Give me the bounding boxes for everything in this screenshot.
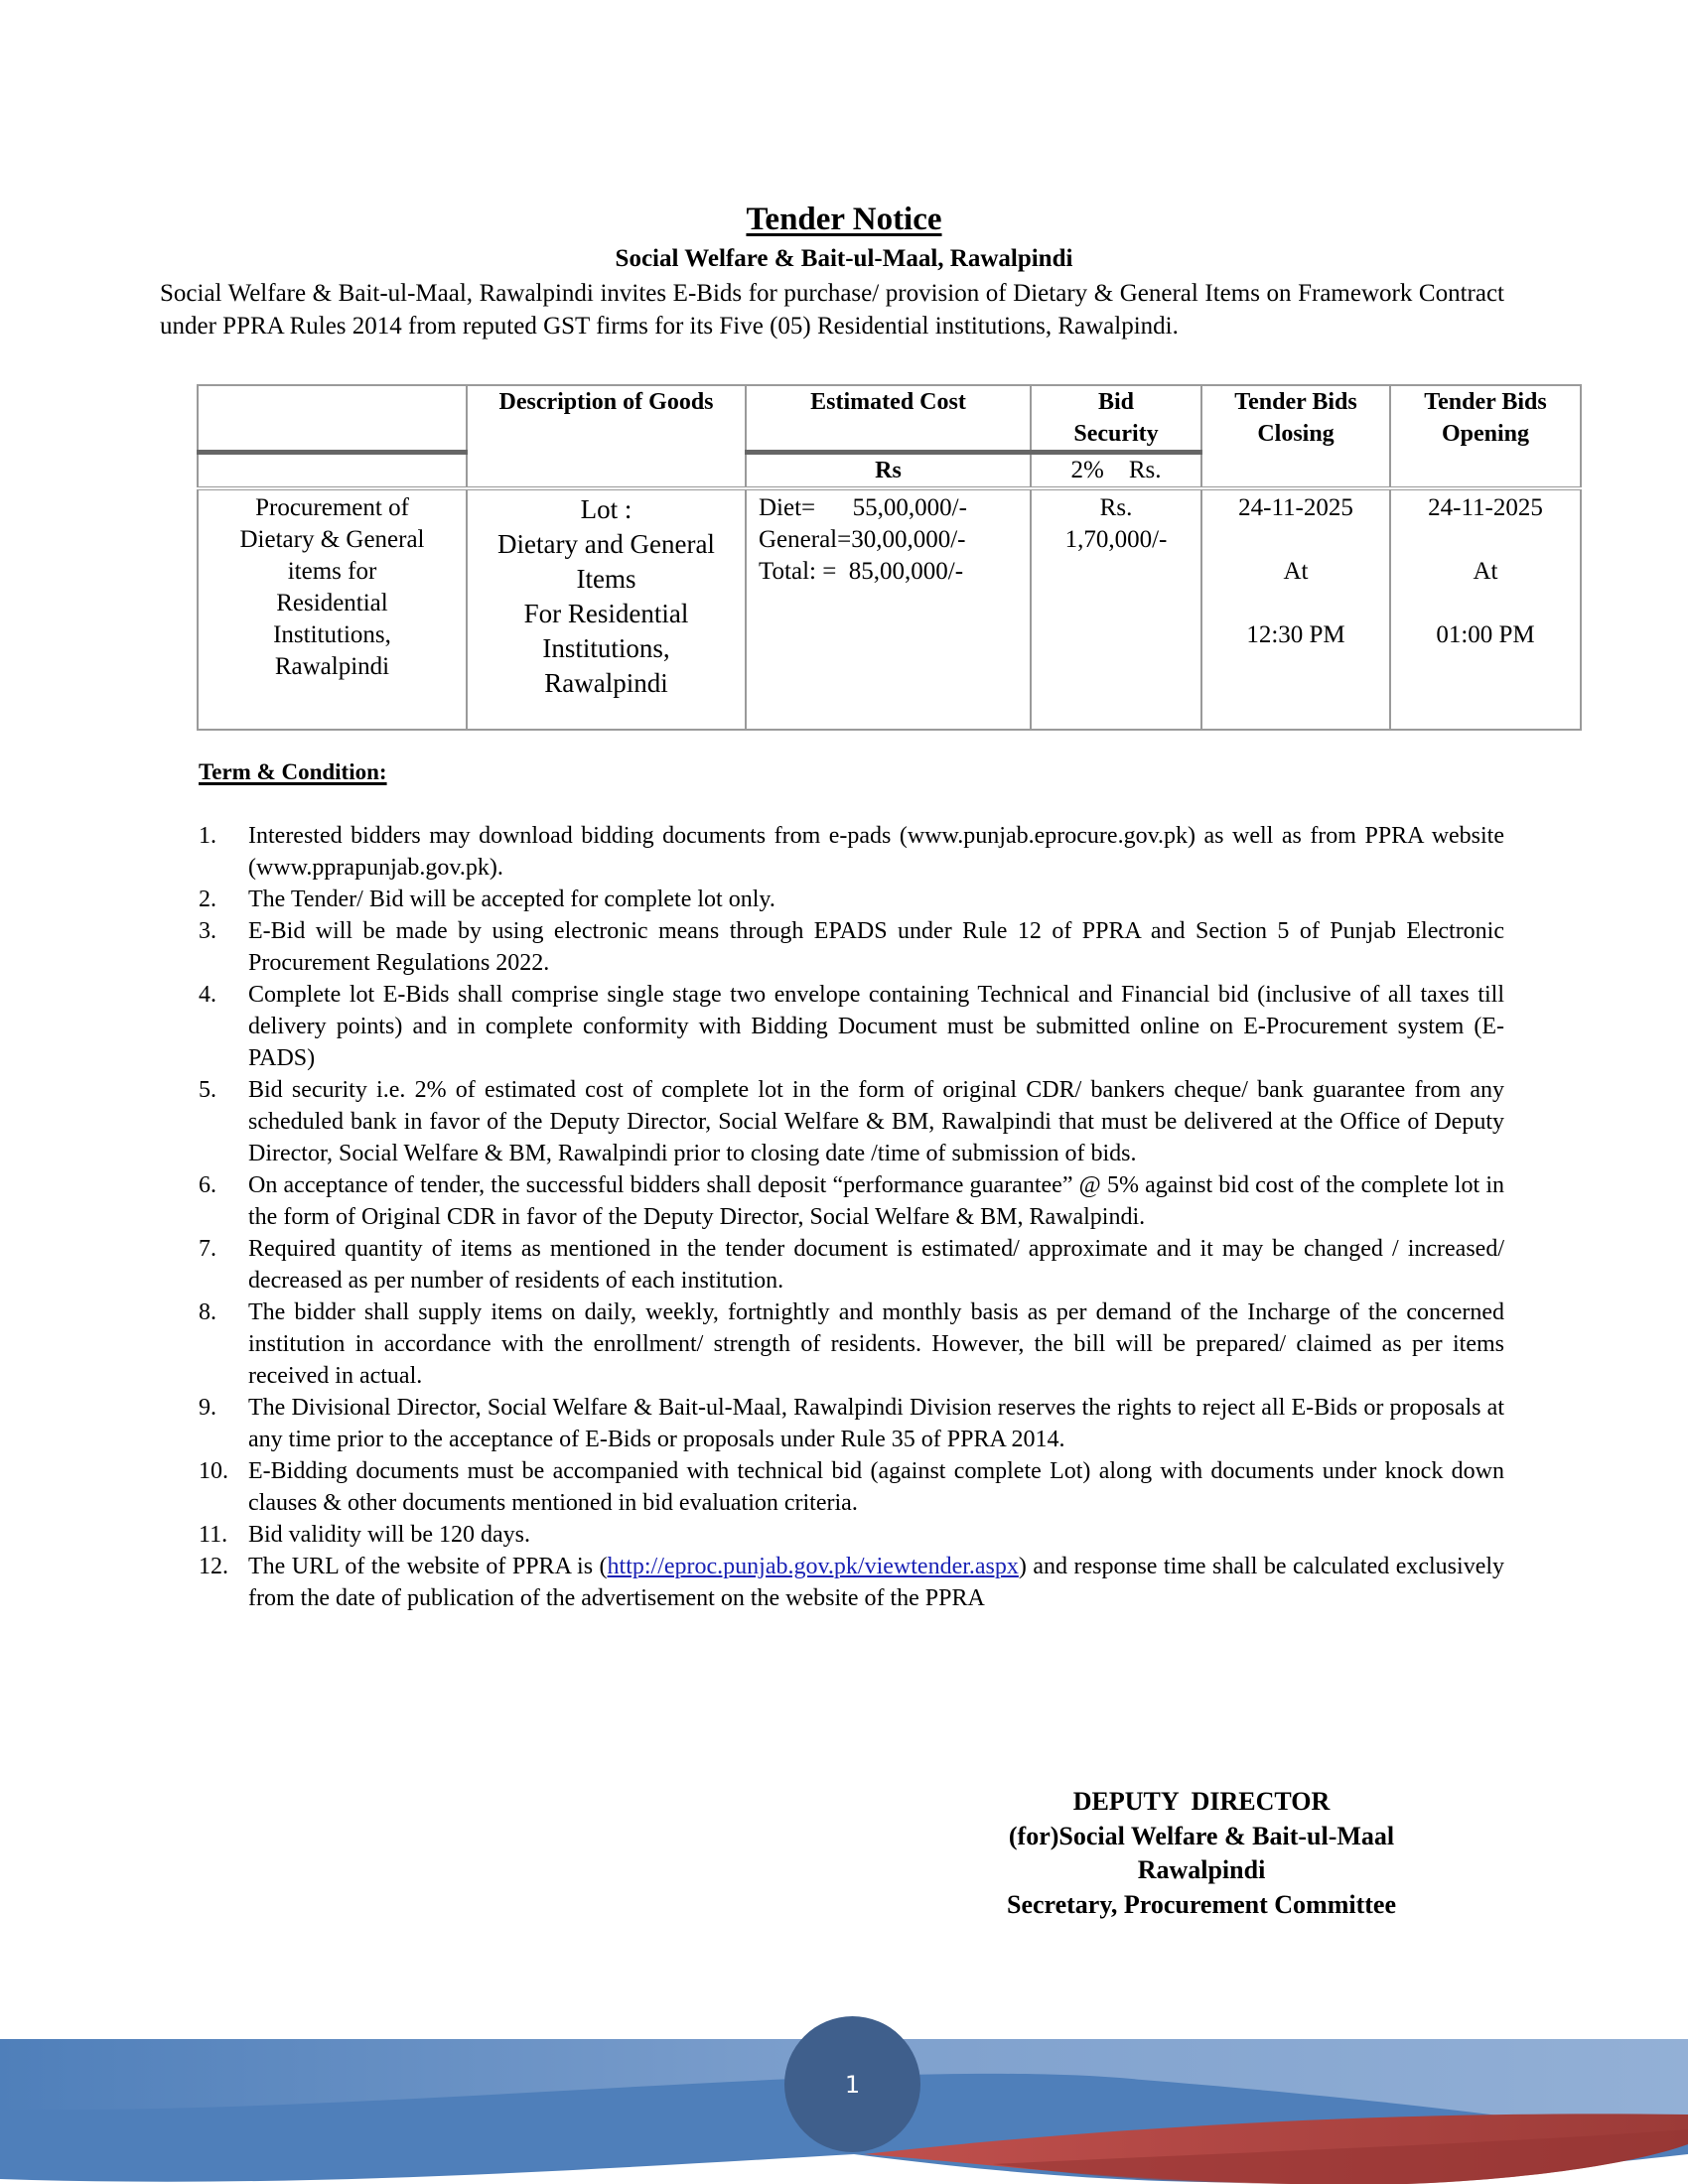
term-number: 12. [199, 1554, 228, 1579]
signature-block [943, 1785, 1460, 1922]
term-number: 10. [199, 1458, 228, 1484]
term-number: 4. [199, 982, 216, 1008]
closing-at: At [1283, 558, 1309, 585]
header-bid-security-l2: Security [1073, 421, 1159, 447]
bid-security-amount: 1,70,000/- [1064, 526, 1168, 553]
header-closing [1201, 385, 1390, 488]
document-title [0, 201, 1688, 238]
term-item [199, 1233, 1504, 1297]
term-number: 11. [199, 1522, 228, 1548]
description-line: Items [576, 564, 636, 594]
cell-item [198, 488, 467, 730]
title-text: Tender Notice [746, 202, 942, 237]
cell-opening [1390, 488, 1581, 730]
subheader-bid-security-unit: 2% Rs. [1031, 453, 1201, 489]
description-line: Institutions, [542, 633, 670, 663]
terms-list [199, 820, 1504, 1614]
page-number-badge: 1 [784, 2016, 920, 2152]
term-item [199, 884, 1504, 915]
term-item [199, 1392, 1504, 1455]
term-text: Required quantity of items as mentioned in the tender document is estimated/ approximate and it may be changed / increased/ decreased as per number of residents of each institution. [248, 1236, 1504, 1294]
term-text: Bid security i.e. 2% of estimated cost of complete lot in the form of original CDR/ bankers cheque/ bank guarantee from any scheduled bank in favor of the Deputy Director, Social Welfare & BM, Rawalpindi that must be delivered at the Office of Deputy Director, Social Welfare & BM, Rawalpindi prior to closing date /time of submission of bids. [248, 1077, 1504, 1166]
term-item [199, 1519, 1504, 1551]
signature-role: Secretary, Procurement Committee [1006, 1889, 1396, 1919]
closing-time: 12:30 PM [1246, 621, 1345, 648]
term-item [199, 979, 1504, 1074]
description-line: For Residential [523, 599, 689, 628]
item-line: Institutions, [273, 621, 391, 648]
item-line: items for [287, 558, 377, 585]
term-number: 9. [199, 1395, 216, 1421]
cell-estimated-cost [746, 488, 1031, 730]
table-header-row [198, 385, 1581, 453]
header-opening-l1: Tender Bids [1424, 389, 1547, 415]
term-text: On acceptance of tender, the successful bidders shall deposit “performance guarantee” @ 5% against bid cost of the complete lot in the form of Original CDR in favor of the Deputy Director, Social Welfare & BM, Rawalpindi. [248, 1172, 1504, 1230]
term-text: The Divisional Director, Social Welfare & Bait-ul-Maal, Rawalpindi Division reserves the rights to reject all E-Bids or proposals at any time prior to the acceptance of E-Bids or proposals under Rule 35 of PPRA 2014. [248, 1395, 1504, 1452]
subheader-cost-unit: Rs [746, 453, 1031, 489]
cost-diet: Diet= 55,00,000/- [759, 494, 967, 521]
intro-paragraph: Social Welfare & Bait-ul-Maal, Rawalpindi invites E-Bids for purchase/ provision of Dietary & General Items on Framework Contract under PPRA Rules 2014 from reputed GST firms for its Five (05) Residential institutions, Rawalpindi. [160, 280, 1504, 340]
term-text: The URL of the website of PPRA is ( [248, 1554, 608, 1579]
description-line: Lot : [580, 494, 633, 524]
term-number: 6. [199, 1172, 216, 1198]
term-number: 2. [199, 887, 216, 912]
item-line: Rawalpindi [274, 653, 390, 680]
description-line: Rawalpindi [544, 668, 668, 698]
document-subtitle: Social Welfare & Bait-ul-Maal, Rawalpindi [615, 245, 1073, 272]
header-item [198, 385, 467, 453]
term-number: 8. [199, 1299, 216, 1325]
item-line: Procurement of [255, 494, 409, 521]
signature-title: DEPUTY DIRECTOR [1072, 1787, 1331, 1816]
term-text: Complete lot E-Bids shall comprise single stage two envelope containing Technical and Financial bid (inclusive of all taxes till delivery points) and in complete conformity with Bidding Document must be submitted online on E-Procurement system (E- PADS) [248, 982, 1504, 1071]
item-line: Dietary & General [239, 526, 425, 553]
cost-total: Total: = 85,00,000/- [759, 558, 964, 585]
header-closing-l1: Tender Bids [1234, 389, 1357, 415]
opening-at: At [1473, 558, 1498, 585]
cell-bid-security [1031, 488, 1201, 730]
term-text: ) and response time shall be calculated exclusively from the date of publication of the advertisement on the website of the PPRA [248, 1554, 1505, 1611]
term-item [199, 820, 1504, 884]
subheader-item [198, 453, 467, 489]
table-row [198, 488, 1581, 730]
cell-closing [1201, 488, 1390, 730]
description-line: Dietary and General [497, 529, 715, 559]
closing-date: 24-11-2025 [1238, 494, 1353, 521]
term-number: 5. [199, 1077, 216, 1103]
bid-security-line: Rs. [1099, 494, 1133, 521]
header-opening-l2: Opening [1441, 421, 1530, 447]
term-item [199, 915, 1504, 979]
term-item [199, 1297, 1504, 1392]
term-text: The Tender/ Bid will be accepted for complete lot only. [248, 887, 775, 912]
term-item [199, 1074, 1504, 1169]
terms-heading: Term & Condition: [199, 759, 387, 784]
term-text: Interested bidders may download bidding documents from e-pads (www.punjab.eprocure.gov.pk) as well as from PPRA website (www.pprapunjab.gov.pk). [248, 823, 1504, 881]
cost-general: General=30,00,000/- [759, 526, 966, 553]
term-text: The bidder shall supply items on daily, weekly, fortnightly and monthly basis as per demand of the Incharge of the concerned institution in accordance with the enrollment/ strength of residents. However, the bill will be prepared/ claimed as per items received in actual. [248, 1299, 1504, 1389]
opening-time: 01:00 PM [1436, 621, 1535, 648]
header-bid-security [1031, 385, 1201, 453]
term-item [199, 1551, 1504, 1614]
header-opening [1390, 385, 1581, 488]
tender-table [197, 384, 1582, 731]
term-item [199, 1169, 1504, 1233]
term-text: E-Bidding documents must be accompanied with technical bid (against complete Lot) along with documents under knock down clauses & other documents mentioned in bid evaluation criteria. [248, 1458, 1504, 1516]
term-item [199, 1455, 1504, 1519]
opening-date: 24-11-2025 [1428, 494, 1543, 521]
header-description: Description of Goods [467, 385, 746, 488]
header-closing-l2: Closing [1257, 421, 1335, 447]
signature-org: (for)Social Welfare & Bait-ul-Maal [1008, 1821, 1395, 1850]
header-estimated-cost: Estimated Cost [746, 385, 1031, 453]
term-number: 1. [199, 823, 216, 849]
term-text: Bid validity will be 120 days. [248, 1522, 530, 1548]
term-text: E-Bid will be made by using electronic means through EPADS under Rule 12 of PPRA and Section 5 of Punjab Electronic Procurement Regulations 2022. [248, 918, 1504, 976]
term-number: 7. [199, 1236, 216, 1262]
cell-description [467, 488, 746, 730]
term-number: 3. [199, 918, 216, 944]
header-bid-security-l1: Bid [1097, 389, 1135, 415]
signature-city: Rawalpindi [1137, 1855, 1266, 1884]
item-line: Residential [276, 590, 388, 616]
ppra-url-link[interactable]: http://eproc.punjab.gov.pk/viewtender.aspx [607, 1554, 1019, 1579]
